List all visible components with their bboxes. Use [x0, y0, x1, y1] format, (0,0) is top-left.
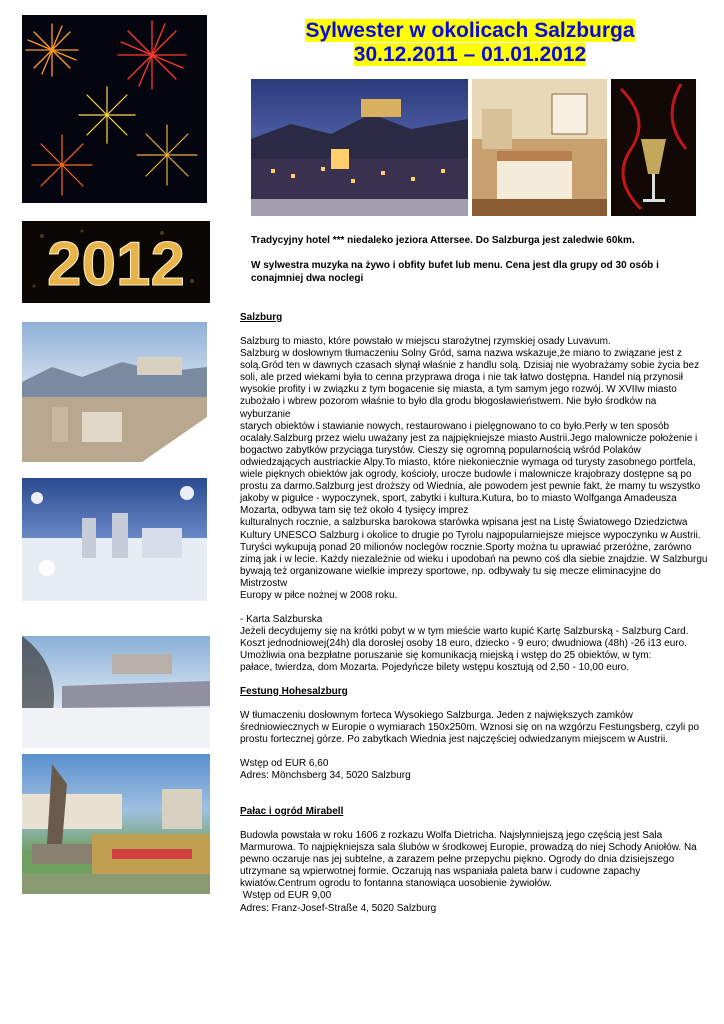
- text-line: prostu za darmo.Salzburg jest droższy od Wiednia, ale powodem jest pewnie fakt, że mamy tu wszystko: [240, 481, 701, 493]
- intro-price-line-2: conajmniej dwa noclegi: [251, 273, 364, 284]
- salzburg-snow-photo: [22, 478, 207, 601]
- salzburg-winter-photo: [22, 322, 207, 462]
- intro-hotel: Tradycyjny hotel *** niedaleko jeziora Attersee. Do Salzburga jest zaledwie 60km.: [251, 235, 635, 246]
- text-line: Europy w piłce nożnej w 2008 roku.: [240, 589, 398, 601]
- text-line: odwiedzających austriackie Alpy.To miasto, które niekoniecznie wymaga od turysty zasobnego portfela,: [240, 456, 696, 468]
- text-line: prostu fortecznej górze. Po zabytkach Wiednia jest najczęściej odwiedzanym miejscem w Austrii.: [240, 733, 668, 745]
- text-line: Adres: Franz-Josef-Straße 4, 5020 Salzburg: [240, 902, 437, 914]
- intro: [251, 234, 706, 285]
- text-line: bogactwo zabytków przyciąga turystów. Cieszy się ogromną popularnością wśród Polaków: [240, 444, 641, 456]
- mirabell-heading: Pałac i ogród Mirabell: [240, 806, 344, 817]
- champagne-photo: [611, 79, 696, 216]
- text-line: zubożało i wbrew pozorom właśnie to było dla grodu błogosławieństwem. Nie było środków na wyburzanie: [240, 396, 657, 420]
- text-line: starych obiektów i stawianie nowych, restaurowano i pielęgnowano to co było.Perły w ten sposób: [240, 420, 670, 432]
- text-line: Kultury UNESCO Salzburg i okolice to drugie po Tyrolu najpopularniejsze miejsce wypoczynku w Austrii.: [240, 529, 701, 541]
- text-line: wysokie profity i w związku z tym bogacenie się miasta, a tym samym jego rozwój. W XVIIw miasto: [240, 384, 677, 396]
- festung-description: [240, 710, 708, 746]
- text-line: kulturalnych rocznie, a salzburska barokowa starówka wpisana jest na Listę Światowego Dziedzictwa: [240, 517, 688, 529]
- text-line: utrzymane są wpierwotnej formie. Oczarują nas wspaniała paleta barw i cudowne zapachy: [240, 866, 641, 878]
- fireworks-photo: [22, 15, 207, 203]
- festung-price: Wstęp od EUR 6,60: [240, 757, 329, 769]
- text-line: Salzburg w dosłownym tłumaczeniu Solny Gród, sama nazwa wskazuje,że miano to związane jest z: [240, 348, 682, 360]
- text-line: Koszt jednodniowej(24h) dla dorosłej osoby 18 euro, dziecko - 9 euro; dwudniowa (48h) -26 i13 euro.: [240, 638, 687, 650]
- year-2012-text: 2012: [47, 230, 185, 299]
- mirabell-description: [240, 830, 708, 915]
- text-line: W tłumaczeniu dosłownym forteca Wysokiego Salzburga. Jeden z największych zamków: [240, 709, 633, 721]
- mirabell-garden-photo: [22, 754, 210, 894]
- festung-address: Adres: Mönchsberg 34, 5020 Salzburg: [240, 769, 411, 781]
- text-line: pewno oczaruje nas jej subtelne, a zarazem pełne przepychu piękno. Ogrody do dnia dzisiejszego: [240, 854, 675, 866]
- text-line: bywają też organizowane wielkie imprezy sportowe, np. odbywały tu się mecze eliminacyjne do Mistrzostw: [240, 565, 661, 589]
- salzburg-heading: Salzburg: [240, 312, 283, 323]
- festung-heading: Festung Hohesalzburg: [240, 685, 348, 697]
- text-line: średniowiecznych w Europie o wymiarach 150x250m. Wznosi się on na wzgórzu Festungsberg, czyli po: [240, 721, 700, 733]
- salzburg-description: [240, 336, 708, 602]
- text-line: ocalały.Salzburg przez wielu uważany jest za najpiękniejsze miasto Austrii.Jego malownicze położenie i: [240, 432, 698, 444]
- page-title: [298, 19, 642, 67]
- text-line: kwiatów.Centrum ogrodu to fontanna stanowiąca uosobienie żywiołów.: [240, 878, 552, 890]
- intro-price-line-1: W sylwestra muzyka na żywo i obfity bufet lub menu. Cena jest dla grupy od 30 osób i: [251, 260, 659, 271]
- title-line-2: 30.12.2011 – 01.01.2012: [353, 43, 587, 66]
- year-2012-image: [22, 221, 210, 303]
- festung-photo: [22, 636, 210, 748]
- text-line: pałace, twierdza, dom Mozarta. Pojedyńcze bilety wstępu kosztują od 2,50 - 10,00 euro.: [240, 662, 630, 674]
- text-line: - Karta Salzburska: [240, 614, 323, 626]
- main-content: [240, 312, 708, 915]
- text-line: zimą jak i w lecie. Każdy niezależnie od wieku i upodobań na pewno coś dla siebie znajdzie. W Salzburgu: [240, 553, 708, 565]
- text-line: Salzburg to miasto, które powstało w miejscu starożytnej rzymskiej osady Luvavum.: [240, 336, 611, 347]
- text-line: Budowla powstała w roku 1606 z rozkazu Wolfa Dietricha. Najsłynniejszą jego częścią jest Sala: [240, 830, 663, 841]
- text-line: Mozarta, odbywa tam się też około 4 tysięcy imprez: [240, 505, 469, 517]
- hotel-room-photo: [472, 79, 607, 216]
- text-line: Marmurowa. To najpiękniejsza sala ślubów w środkowej Europie, prowadzą do niej Schody Aniołów. Na: [240, 842, 697, 854]
- text-line: Umożliwia ona bezpłatne poruszanie się komunikacją miejską i wstęp do 25 obiektów, w tym:: [240, 650, 652, 662]
- text-line: Turyści wykupują ponad 20 milionów noclegów rocznie.Sporty można tu uprawiać przeróżne, zarówno: [240, 541, 692, 553]
- salzburg-card: [240, 614, 708, 674]
- title-line-1: Sylwester w okolicach Salzburga: [305, 19, 635, 42]
- text-line: Wstęp od EUR 9,00: [240, 890, 332, 902]
- salzburg-night-photo: [251, 79, 468, 216]
- text-line: soli, ale przed wiekami była to cenna przyprawa droga i nie tak łatwo dostępna. Handel nią przynosił: [240, 372, 684, 384]
- text-line: Jeżeli decydujemy się na krótki pobyt w w tym mieście warto kupić Kartę Salzburską - Salzburg Card.: [240, 626, 689, 638]
- text-line: jakoby w pigułce - wypoczynek, sport, zabytki i kultura.Kutura, bo to miasto Wolfganga Amadeusza: [240, 493, 677, 505]
- text-line: wiele pięknych obiektów jak ogrody, kościoły, urocze budowle i malownicze krajobrazy dostępne są po: [240, 469, 692, 481]
- text-line: solą.Gród ten w dawnych czasach słynął właśnie z handlu solą. Dzisiaj nie wyobrażamy sobie życia bez: [240, 360, 700, 372]
